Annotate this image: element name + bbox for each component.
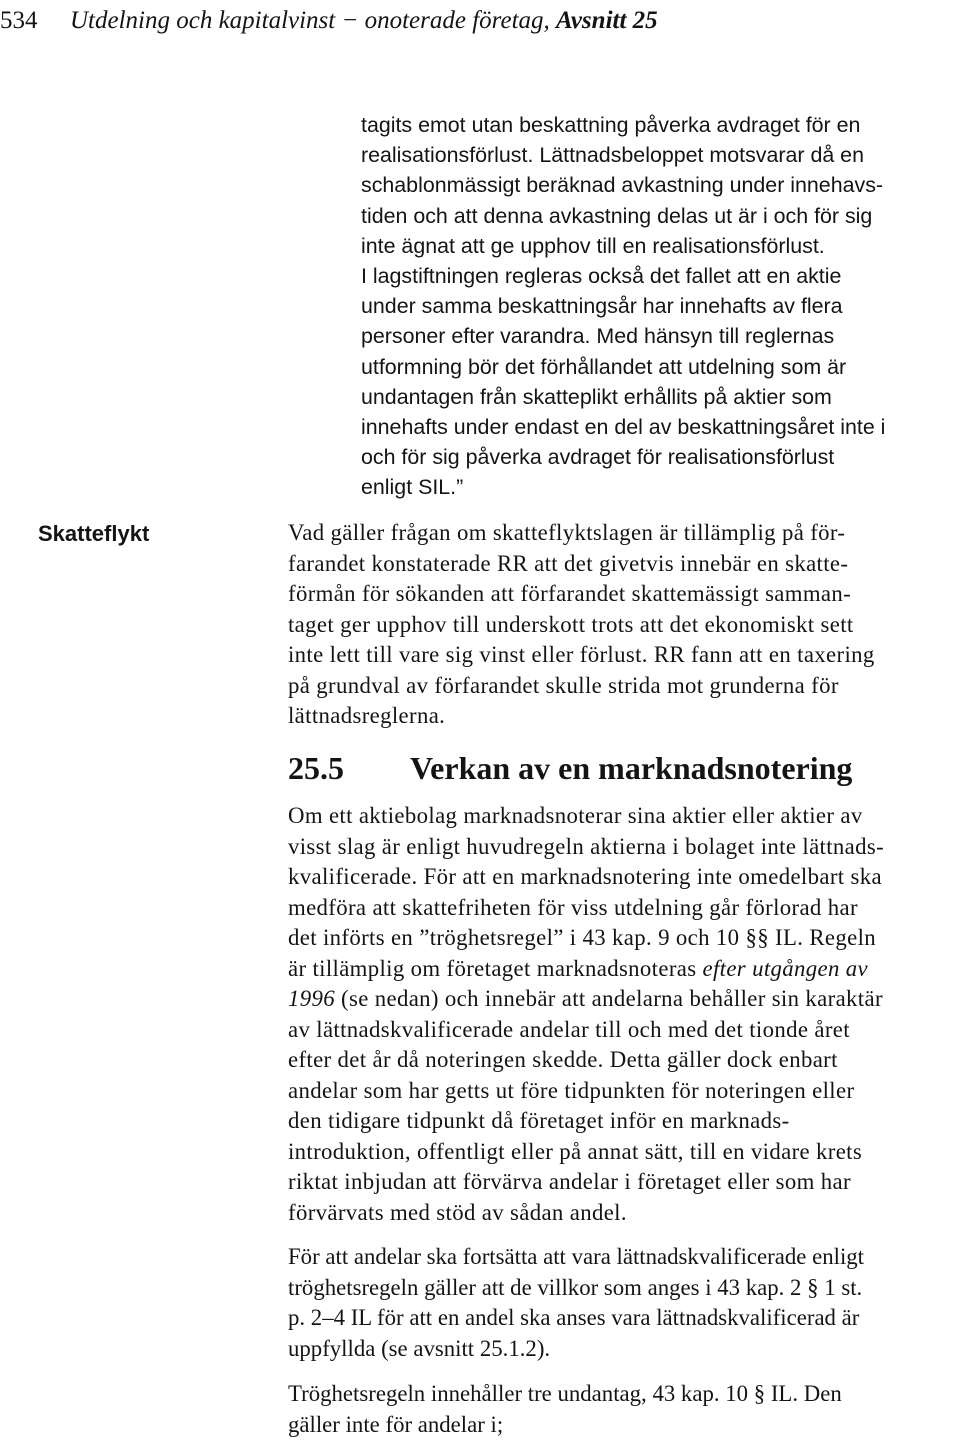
line-text: är tillämplig om företaget marknadsnoteras <box>288 956 703 981</box>
quote-line: inte ägnat att ge upphov till en realisationsförlust. <box>361 231 956 261</box>
skatteflykt-paragraph <box>288 518 956 732</box>
page-header <box>0 6 960 36</box>
paragraph-line <box>288 984 956 1015</box>
paragraph-line: medföra att skattefriheten för viss utdelning går förlorad har <box>288 893 956 924</box>
quote-line: utformning bör det förhållandet att utdelning som är <box>361 352 956 382</box>
paragraph-line: Om ett aktiebolag marknadsnoterar sina aktier eller aktier av <box>288 801 956 832</box>
quote-line: undantagen från skatteplikt erhållits på aktier som <box>361 382 956 412</box>
paragraph-line: taget ger upphov till underskott trots att det ekonomiskt sett <box>288 610 956 641</box>
paragraph-line: visst slag är enligt huvudregeln aktierna i bolaget inte lättnads- <box>288 832 956 863</box>
quoted-text-block <box>361 110 956 503</box>
quote-line: I lagstiftningen regleras också det fallet att en aktie <box>361 261 956 291</box>
emphasis-text: efter utgången av <box>703 956 868 981</box>
paragraph-undantag <box>288 1379 956 1440</box>
section-reference: Avsnitt 25 <box>556 7 658 34</box>
paragraph-line: Vad gäller frågan om skatteflyktslagen är tillämplig på för- <box>288 518 956 549</box>
paragraph-line: på grundval av förfarandet skulle strida mot grunderna för <box>288 671 956 702</box>
paragraph-line: riktat inbjudan att förvärva andelar i företaget eller som har <box>288 1167 956 1198</box>
quote-line: under samma beskattningsår har innehafts av flera <box>361 291 956 321</box>
quote-line: schablonmässigt beräknad avkastning under innehavs- <box>361 170 956 200</box>
section-number: 25.5 <box>288 748 410 788</box>
paragraph-line: p. 2–4 IL för att en andel ska anses vara lättnadskvalificerad är <box>288 1303 956 1334</box>
margin-heading-skatteflykt: Skatteflykt <box>38 518 149 550</box>
running-title-text: Utdelning och kapitalvinst − onoterade företag, <box>70 7 550 34</box>
paragraph-line: uppfyllda (se avsnitt 25.1.2). <box>288 1334 956 1365</box>
running-title <box>70 6 658 36</box>
section-title: Verkan av en marknadsnotering <box>410 750 852 786</box>
paragraph-line: efter det år då noteringen skedde. Detta gäller dock enbart <box>288 1045 956 1076</box>
quote-line: tiden och att denna avkastning delas ut är i och för sig <box>361 201 956 231</box>
page-number: 534 <box>0 6 38 36</box>
quote-line: personer efter varandra. Med hänsyn till reglernas <box>361 321 956 351</box>
quote-line: och för sig påverka avdraget för realisationsförlust <box>361 442 956 472</box>
paragraph-line <box>288 954 956 985</box>
paragraph-line: det införts en ”tröghetsregel” i 43 kap. 9 och 10 §§ IL. Regeln <box>288 923 956 954</box>
paragraph-line: andelar som har getts ut före tidpunkten för noteringen eller <box>288 1076 956 1107</box>
paragraph-line: inte lett till vare sig vinst eller förlust. RR fann att en taxering <box>288 640 956 671</box>
paragraph-line: förvärvats med stöd av sådan andel. <box>288 1198 956 1229</box>
quote-line: enligt SIL.” <box>361 472 956 502</box>
section-heading <box>288 748 956 788</box>
paragraph-line: den tidigare tidpunkt då företaget inför en marknads- <box>288 1106 956 1137</box>
paragraph-line: Tröghetsregeln innehåller tre undantag, 43 kap. 10 § IL. Den <box>288 1379 956 1410</box>
paragraph-troghetsregeln <box>288 1242 956 1364</box>
line-text: (se nedan) och innebär att andelarna behåller sin karaktär <box>335 986 883 1011</box>
paragraph-line: tröghetsregeln gäller att de villkor som anges i 43 kap. 2 § 1 st. <box>288 1273 956 1304</box>
paragraph-line: förmån för sökanden att förfarandet skattemässigt samman- <box>288 579 956 610</box>
emphasis-text: 1996 <box>288 986 335 1011</box>
paragraph-line: För att andelar ska fortsätta att vara lättnadskvalificerade enligt <box>288 1242 956 1273</box>
paragraph-line: av lättnadskvalificerade andelar till och med det tionde året <box>288 1015 956 1046</box>
paragraph-line: gäller inte för andelar i; <box>288 1410 956 1440</box>
paragraph-line: farandet konstaterade RR att det givetvis innebär en skatte- <box>288 549 956 580</box>
paragraph-marknadsnotering <box>288 801 956 1228</box>
paragraph-line: introduktion, offentligt eller på annat sätt, till en vidare krets <box>288 1137 956 1168</box>
paragraph-line: lättnadsreglerna. <box>288 701 956 732</box>
quote-line: realisationsförlust. Lättnadsbeloppet motsvarar då en <box>361 140 956 170</box>
quote-line: innehafts under endast en del av beskattningsåret inte i <box>361 412 956 442</box>
paragraph-line: kvalificerade. För att en marknadsnotering inte omedelbart ska <box>288 862 956 893</box>
quote-line: tagits emot utan beskattning påverka avdraget för en <box>361 110 956 140</box>
